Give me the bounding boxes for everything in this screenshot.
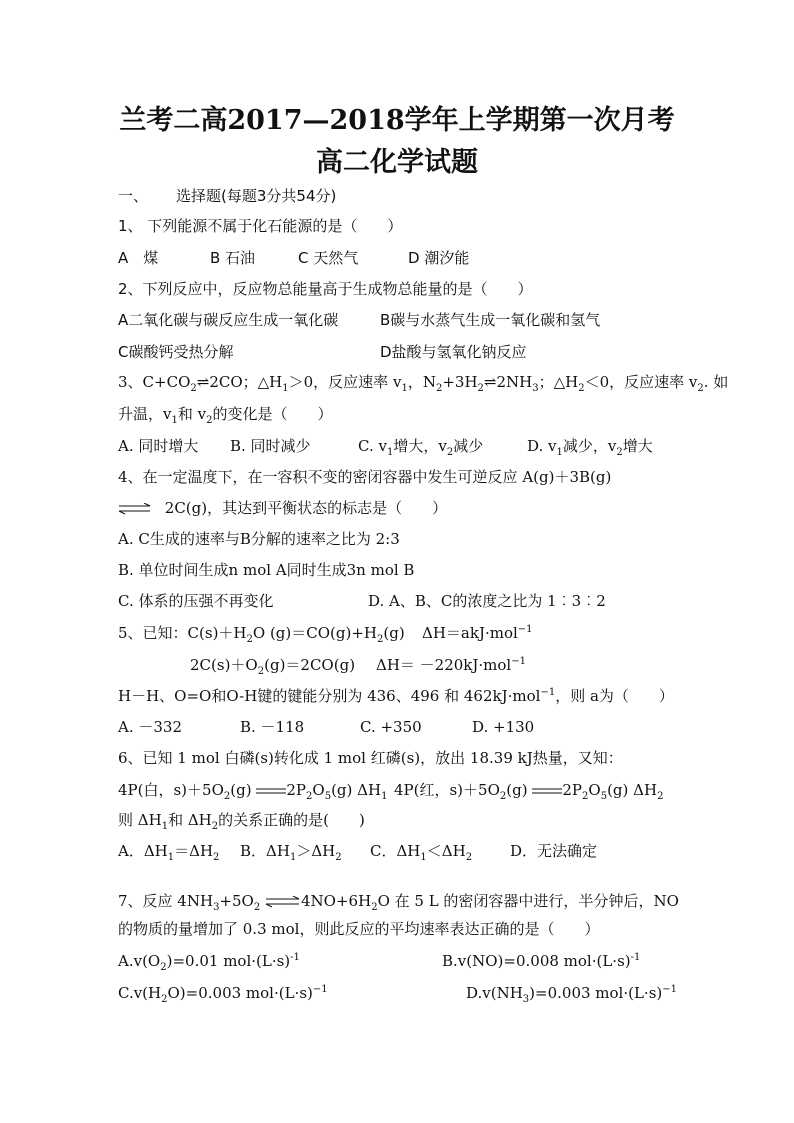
q7-option-c: $C.v(H_2O)=0.003$ $mol\cdot(L\cdot s)^{-1}$: [118, 984, 328, 1005]
q5-eq1-enthalpy: ΔH＝akJ·mol$^{-1}$: [422, 624, 533, 642]
section-title: 选择题(每题3分共54分): [176, 187, 337, 205]
q5-eq2-enthalpy: ΔH＝ －220kJ·mol$^{-1}$: [376, 656, 526, 674]
q2-option-c: C碳酸钙受热分解: [118, 343, 234, 361]
q4-option-b: B. 单位时间生成n mol A同时生成3n mol B: [118, 561, 415, 579]
q3-option-c: C. $v_1$增大，$v_2$减少: [358, 437, 484, 458]
q6-eq2: 4P(红，$s)+5O_2(g)$ $2P_2O_5(g)$ $\Delta H_2$: [394, 781, 664, 802]
q7-option-d: $D.v(NH_3)=0.003$ $mol\cdot(L\cdot s)^{-1}$: [466, 984, 678, 1005]
q5-option-b: B. －118: [240, 718, 305, 736]
section-number: 一、: [118, 187, 149, 205]
equilibrium-arrow-icon: [118, 503, 152, 515]
q3-stem-line1: 3、$C+CO_2\rightleftharpoons 2CO$；$\triangle H_1>0$，反应速率 $v_1$，$N_2+3H_2\rightleftharpoons 2NH_3$；$\triangle H_2<0$，反应速率 $v_2$. 如: [118, 373, 729, 394]
q5-option-a: A. －332: [118, 718, 182, 736]
q4-stem-line1: 4、在一定温度下，在一容积不变的密闭容器中发生可逆反应 A(g)＋3B(g): [118, 468, 612, 486]
q4-option-a: A. C生成的速率与B分解的速率之比为 2:3: [118, 530, 400, 548]
q7-stem-line1: 7、反应 $4NH_3+5O_2$ $4NO+6H_2O$ 在 5 L 的密闭容器中进行，半分钟后，NO: [118, 892, 679, 913]
q1-option-d: D 潮汐能: [408, 249, 470, 267]
q1-option-c: C 天然气: [298, 249, 359, 267]
q6-option-b: B．$\Delta H_1>\Delta H_2$: [240, 842, 342, 863]
q1-option-a: A 煤: [118, 249, 159, 267]
q7-stem-line2: 的物质的量增加了 0.3 mol，则此反应的平均速率表达正确的是（ ）: [118, 920, 600, 938]
q3-option-d: D. $v_1$减少，$v_2$增大: [527, 437, 653, 458]
exam-subtitle: 高二化学试题: [316, 147, 478, 178]
q2-stem: 2、下列反应中，反应物总能量高于生成物总能量的是（ ）: [118, 280, 533, 298]
q3-option-a: A. 同时增大: [118, 437, 199, 455]
q6-relation: 则 $\Delta H_1$和 $\Delta H_2$的关系正确的是( ): [118, 811, 365, 832]
q5-option-d: D. +130: [472, 718, 535, 736]
q5-stem: H－H、O=O和O-H键的键能分别为 436、496 和 462kJ·mol$^{-1}$，则 a为（ ）: [118, 687, 674, 705]
q7-option-b: B.v(NO)=0.008 $mol\cdot(L\cdot s)^{-1}$: [442, 952, 641, 970]
q6-option-d: D．无法确定: [510, 842, 598, 860]
q1-option-b: B 石油: [210, 249, 256, 267]
equals-arrow-icon: [532, 787, 562, 795]
q2-option-a: A二氧化碳与碳反应生成一氧化碳: [118, 311, 339, 329]
q2-option-d: D盐酸与氢氧化钠反应: [380, 343, 527, 361]
q3-stem-line2: 升温，$v_1$和 $v_2$的变化是（ ）: [118, 405, 333, 426]
q1-stem: 1、 下列能源不属于化石能源的是（ ）: [118, 217, 403, 235]
q4-stem-line2: 2C(g)，其达到平衡状态的标志是（ ）: [118, 498, 447, 518]
q6-stem: 6、已知 1 mol 白磷(s)转化成 1 mol 红磷(s)，放出 18.39 kJ热量，又知：: [118, 749, 623, 767]
q5-option-c: C. +350: [360, 718, 422, 736]
q5-eq2: $2C(s)+O_2(g)=2CO(g)$: [190, 656, 356, 677]
exam-title: 兰考二高2017—2018学年上学期第一次月考: [119, 105, 675, 136]
q6-option-c: C．$\Delta H_1<\Delta H_2$: [370, 842, 473, 863]
q4-option-d: D. A、B、C的浓度之比为 1︰3︰2: [368, 592, 606, 610]
q2-option-b: B碳与水蒸气生成一氧化碳和氢气: [380, 311, 601, 329]
q6-eq1: 4P(白，$s)+5O_2(g)$ $2P_2O_5(g)$ $\Delta H_1$: [118, 781, 388, 802]
equals-arrow-icon: [256, 787, 286, 795]
q5-eq1: 5、已知：$C(s)+H_2O$ $(g)=CO(g)+H_2(g)$: [118, 624, 405, 645]
equilibrium-arrow-icon: [265, 896, 301, 908]
q4-option-c: C. 体系的压强不再变化: [118, 592, 274, 610]
q7-option-a: $A.v(O_2)=0.01$ $mol\cdot(L\cdot s)^{-1}$: [118, 952, 300, 973]
q3-option-b: B. 同时减少: [230, 437, 311, 455]
q6-option-a: A．$\Delta H_1=\Delta H_2$: [118, 842, 220, 863]
